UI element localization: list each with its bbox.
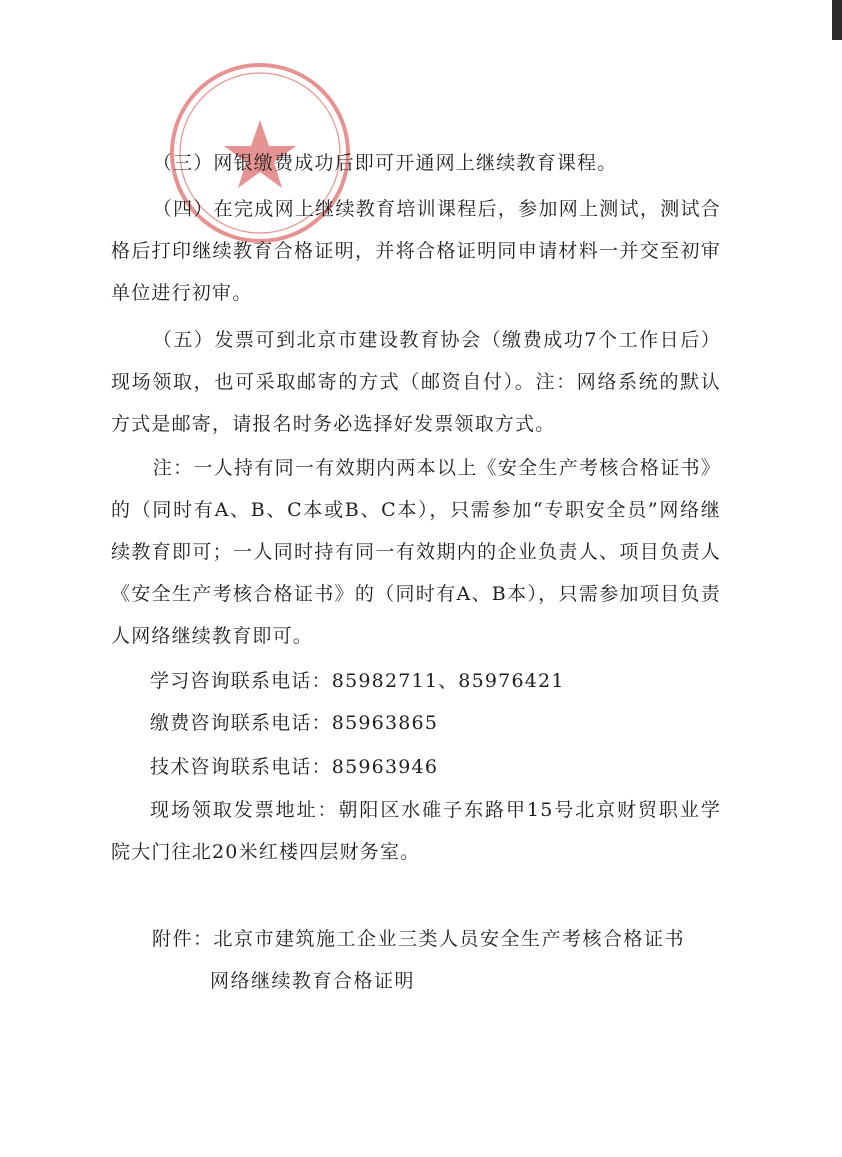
tech-contact-phone: 技术咨询联系电话：85963946 xyxy=(150,756,439,778)
paragraph-item-3: （三）网银缴费成功后即可开通网上继续教育课程。 xyxy=(152,152,618,174)
paragraph-item-4: （四）在完成网上继续教育培训课程后，参加网上测试，测试合格后打印继续教育合格证明，并将合格证明同申请材料一并交至初审单位进行初审。 xyxy=(111,198,721,304)
attachment-subtitle: 网络继续教育合格证明 xyxy=(210,970,416,992)
paragraph-item-5: （五）发票可到北京市建设教育协会（缴费成功7个工作日后）现场领取，也可采取邮寄的方式（邮资自付）。注：网络系统的默认方式是邮寄，请报名时务必选择好发票领取方式。 xyxy=(111,329,721,435)
payment-contact-phone: 缴费咨询联系电话：85963865 xyxy=(150,712,439,734)
invoice-pickup-address: 现场领取发票地址：朝阳区水碓子东路甲15号北京财贸职业学院大门往北20米红楼四层财务室。 xyxy=(111,799,721,863)
study-contact-phone: 学习咨询联系电话：85982711、85976421 xyxy=(150,670,565,692)
attachment-title: 附件：北京市建筑施工企业三类人员安全生产考核合格证书 xyxy=(152,928,686,950)
note-paragraph: 注：一人持有同一有效期内两本以上《安全生产考核合格证书》的（同时有A、B、C本或B、C本），只需参加“专职安全员”网络继续教育即可；一人同时持有同一有效期内的企业负责人、项目负责人《安全生产考核合格证书》的（同时有A、B本），只需参加项目负责人网络继续教育即可。 xyxy=(111,457,721,647)
